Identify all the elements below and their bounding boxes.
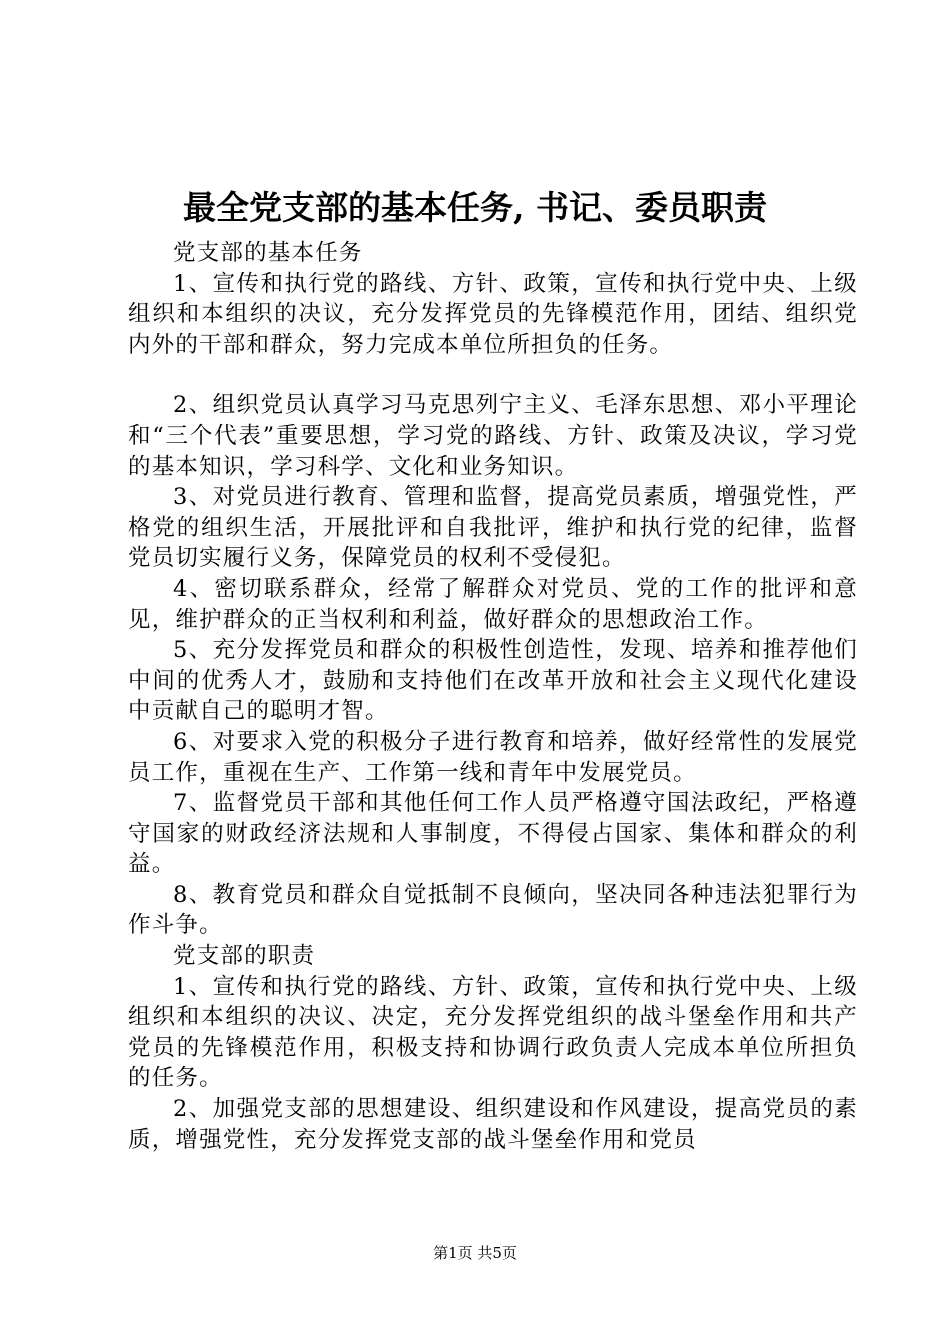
paragraph-task-6: 6、对要求入党的积极分子进行教育和培养，做好经常性的发展党员工作，重视在生产、工作第一线和青年中发展党员。 (128, 728, 858, 786)
document-title: 最全党支部的基本任务, 书记、委员职责 (183, 188, 767, 227)
section-heading-basic-tasks: 党支部的基本任务 (173, 240, 363, 266)
section-heading-duties: 党支部的职责 (173, 943, 316, 970)
page-footer: 第1页 共5页 (433, 1244, 517, 1262)
paragraph-task-3: 3、对党员进行教育、管理和监督，提高党员素质，增强党性，严格党的组织生活，开展批评和自我批评，维护和执行党的纪律，监督党员切实履行义务，保障党员的权利不受侵犯。 (128, 484, 858, 572)
paragraph-task-5: 5、充分发挥党员和群众的积极性创造性，发现、培养和推荐他们中间的优秀人才，鼓励和支持他们在改革开放和社会主义现代化建设中贡献自己的聪明才智。 (128, 637, 858, 725)
document-body (128, 238, 858, 1155)
paragraph-duty-2: 2、加强党支部的思想建设、组织建设和作风建设，提高党员的素质，增强党性，充分发挥党支部的战斗堡垒作用和党员 (128, 1096, 858, 1153)
paragraph-task-8: 8、教育党员和群众自觉抵制不良倾向，坚决同各种违法犯罪行为作斗争。 (128, 881, 858, 939)
paragraph-task-7: 7、监督党员干部和其他任何工作人员严格遵守国法政纪，严格遵守国家的财政经济法规和人事制度，不得侵占国家、集体和群众的利益。 (128, 790, 858, 878)
paragraph-duty-1: 1、宣传和执行党的路线、方针、政策，宣传和执行党中央、上级组织和本组织的决议、决定，充分发挥党组织的战斗堡垒作用和共产党员的先锋模范作用，积极支持和协调行政负责人完成本单位所担负的任务。 (128, 973, 858, 1092)
paragraph-task-2: 2、组织党员认真学习马克思列宁主义、毛泽东思想、邓小平理论和“三个代表”重要思想，学习党的路线、方针、政策及决议，学习党的基本知识，学习科学、文化和业务知识。 (128, 392, 858, 480)
paragraph-task-4: 4、密切联系群众，经常了解群众对党员、党的工作的批评和意见，维护群众的正当权利和利益，做好群众的思想政治工作。 (128, 575, 858, 633)
paragraph-task-1: 1、宣传和执行党的路线、方针、政策，宣传和执行党中央、上级组织和本组织的决议，充分发挥党员的先锋模范作用，团结、组织党内外的干部和群众，努力完成本单位所担负的任务。 (128, 270, 858, 358)
